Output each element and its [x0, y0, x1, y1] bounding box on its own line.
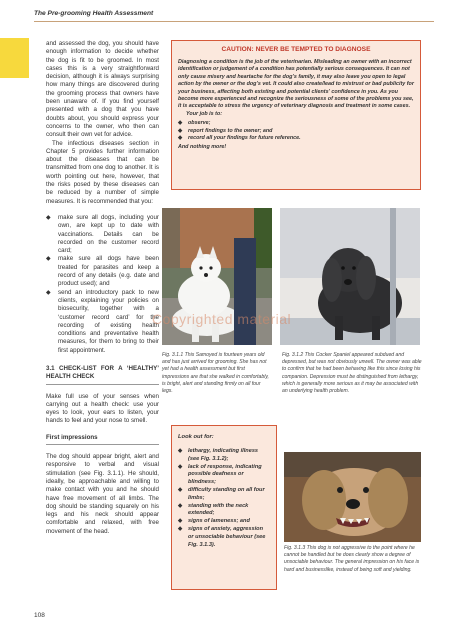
list-item: ◆ difficulty standing on all four limbs;: [178, 486, 265, 501]
diamond-bullet-icon: ◆: [178, 127, 183, 134]
diamond-bullet-icon: ◆: [46, 214, 51, 221]
cocker-spaniel-photo: [280, 208, 420, 345]
caution-job-line: Your job is to:: [186, 110, 223, 117]
caution-text: Diagnosing a condition is the job of the veterinarian. Misleading an owner with an incorrect identification or judgement of a condition has potentially serious consequences. It can not only cause misery and heartache for the dog’s family, it may also leave you open to legal action by the owner or the dog’s vet. It could also create/lead to mistrust or bad publicity for your business, affecting both existing and potential clients’ confidence in you. As you become more experienced and recognize the seriousness of some of the problems you see, it is acceptable to stress the urgency of veterinary diagnosis and treatment in some cases.: [178, 59, 414, 110]
list-item: ◆ make sure all dogs have been treated for parasites and keep a record of any details (e.g. date and product used); and: [46, 255, 159, 288]
list-item: ◆ signs of lameness; and: [178, 518, 250, 525]
paragraph: Make full use of your senses when carrying out a health check: use your eyes to look, your ears to listen, your hands to feel and your nose to smell.: [46, 392, 159, 425]
diamond-bullet-icon: ◆: [178, 120, 183, 127]
look-out-title: Look out for:: [178, 434, 214, 440]
dog-face-image: [284, 452, 421, 542]
running-head: The Pre-grooming Health Assessment: [34, 10, 154, 17]
chapter-tab: [0, 38, 29, 78]
caution-box: [171, 40, 421, 190]
caution-title: CAUTION: NEVER BE TEMPTED TO DIAGNOSE: [221, 46, 371, 53]
left-column: [46, 40, 159, 536]
figure-caption: Fig. 3.1.1 This Samoyed is fourteen years old and has just arrived for grooming. She has not yet had a health assessment but first impressions are that she walked in comfortably, is bright, alert and standing firmly on all four legs.: [162, 352, 269, 395]
header-rule: [34, 21, 434, 22]
paragraph: The dog should appear bright, alert and responsive to verbal and visual stimulation (see Fig. 3.1.1). He should, ideally, be approachable and willing to make contact with you and he should have free movement of all limbs. The dog should be standing squarely on his legs and his neck should appear comfortable and relaxed, with free movement of the head.: [46, 453, 159, 535]
page-number: 108: [34, 612, 45, 619]
list-item: ◆ send an introductory pack to new clients, explaining your policies on biosecurity, together with a ‘customer record card’ for the recording of existing health conditions and preventative health measures, for them to bring to their first appointment.: [46, 288, 159, 354]
figure-caption: Fig. 3.1.2 This Cocker Spaniel appeared subdued and depressed, but was not obviously unwell. The owner was able to confirm that he had been behaving like this since losing his companion. Depression must be distinguished from lethargy, which is generally more serious as it may be associated with an underlying health problem.: [282, 352, 422, 395]
diamond-bullet-icon: ◆: [178, 525, 183, 532]
list-item: ◆ observe;: [178, 120, 211, 127]
diamond-bullet-icon: ◆: [178, 448, 183, 454]
diamond-bullet-icon: ◆: [178, 135, 183, 142]
unsociable-dog-photo: [284, 452, 421, 542]
list-item: ◆ signs of anxiety, aggression or unsociable behaviour (see Fig. 3.1.3).: [178, 525, 266, 548]
paragraph: The infectious diseases section in Chapter 5 provides further information about the diseases that can be transmitted from one dog to another. It is worth pointing out here, however, that the risks posed by these diseases can be reduced by a number of simple measures. It is recommended that you:: [46, 139, 159, 205]
recommendation-list: [46, 214, 159, 355]
page-header: [0, 0, 454, 30]
paragraph: and assessed the dog, you should have enough information to decide whether the dog is fit to be groomed. In most cases this is a very straightforward decision, although it is always surprising how many things are discovered during the grooming process that owners have been unaware of. If you find yourself presented with a dog that you have doubts about, you should express your concerns to the owner, who then can consult their own vet for advice.: [46, 40, 159, 139]
list-item: ◆ lack of response, indicating possible deafness or blindness;: [178, 463, 262, 486]
diamond-bullet-icon: ◆: [178, 463, 183, 470]
list-item: ◆ record all your findings for future reference.: [178, 135, 301, 142]
caution-body: [178, 59, 414, 152]
cocker-spaniel-image: [280, 208, 420, 345]
list-item: ◆ lethargy, indicating illness (see Fig. 3.1.2);: [178, 448, 259, 462]
diamond-bullet-icon: ◆: [178, 486, 183, 493]
look-out-list: [178, 448, 270, 549]
diamond-bullet-icon: ◆: [46, 289, 51, 296]
figure-caption: Fig. 3.1.3 This dog is not aggressive to the point where he cannot be handled but he does clearly show a degree of unsociable behaviour. The general impression on his face is hard and businesslike, instead of being soft and yielding.: [284, 545, 420, 573]
diamond-bullet-icon: ◆: [46, 256, 51, 263]
subsection-heading: First impressions: [46, 434, 159, 445]
caution-list: [178, 120, 414, 142]
section-heading: 3.1 CHECK-LIST FOR A ‘HEALTHY’ HEALTH CHECK: [46, 365, 159, 385]
list-item: ◆ make sure all dogs, including your own, are kept up to date with vaccinations. Details can be recorded on the customer record card;: [46, 213, 159, 255]
diamond-bullet-icon: ◆: [178, 502, 183, 509]
list-item: ◆ report findings to the owner; and: [178, 127, 273, 134]
copyright-watermark: Copyrighted material: [152, 311, 292, 327]
list-item: ◆ standing with the neck extended;: [178, 502, 249, 517]
diamond-bullet-icon: ◆: [178, 518, 183, 525]
look-out-box: [171, 425, 277, 590]
caution-closing: And nothing more!: [178, 144, 227, 151]
